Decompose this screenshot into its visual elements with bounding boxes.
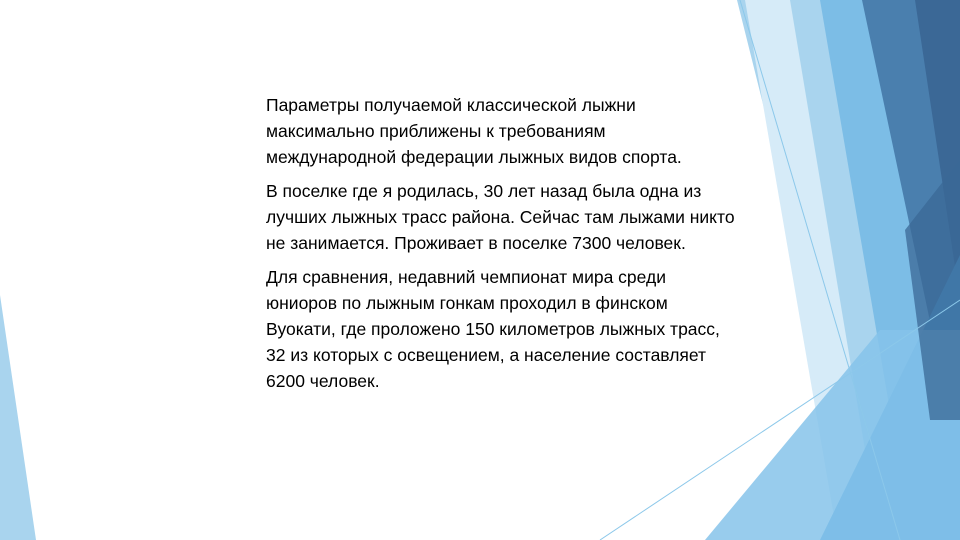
paragraph-vuokati-comparison: Для сравнения, недавний чемпионат мира среди юниоров по лыжным гонкам проходил в финском Вуокати, где проложено 150 километров лыжных трасс, 32 из которых с освещением, а население составляет 6200 человек.: [266, 267, 720, 391]
slide-body-text: [266, 92, 736, 402]
paragraph-home-village: В поселке где я родилась, 30 лет назад была одна из лучших лыжных трасс района. Сейчас там лыжами никто не занимается. Проживает в поселке 7300 человек.: [266, 181, 735, 253]
paragraph-ski-track-parameters: Параметры получаемой классической лыжни максимально приближены к требованиям международной федерации лыжных видов спорта.: [266, 95, 682, 167]
left-edge-triangle: [0, 295, 36, 540]
